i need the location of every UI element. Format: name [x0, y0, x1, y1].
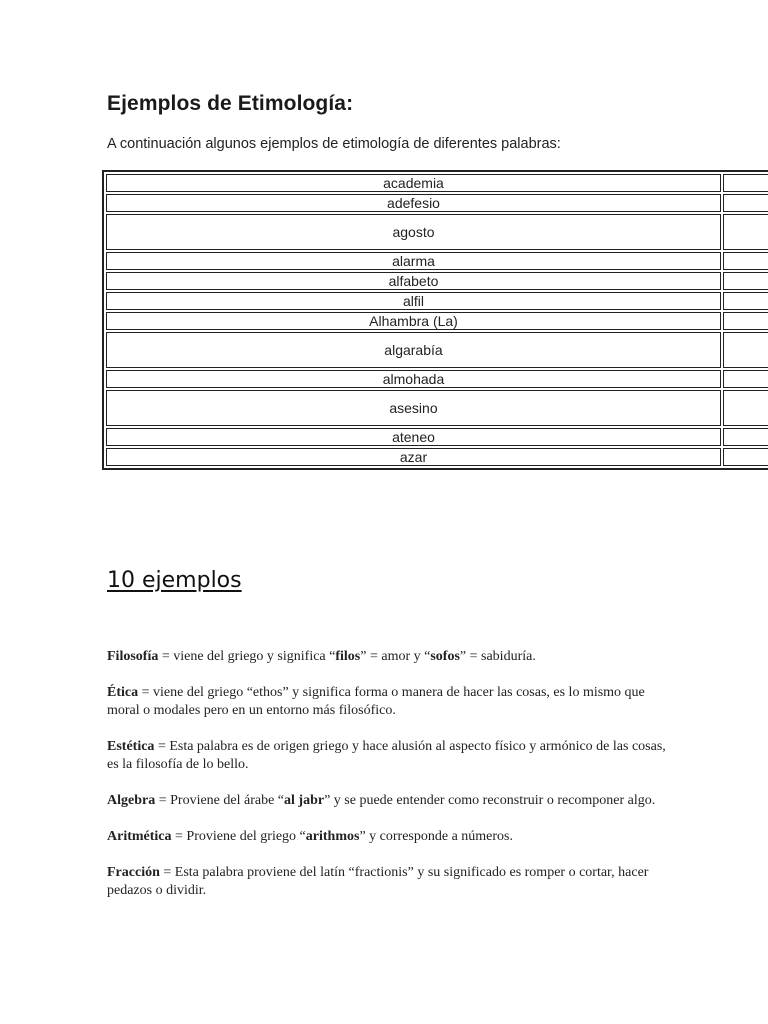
examples-list	[107, 648, 667, 918]
table-row	[106, 390, 768, 426]
example-root-word: filos	[335, 649, 361, 664]
example-text: = viene del griego “ethos” y significa forma o manera de hacer las cosas, es lo mismo que moral o modales pero en un entorno más filosófico.	[107, 685, 645, 718]
example-text: = Esta palabra proviene del latín “fractionis” y su significado es romper o cortar, hacer pedazos o dividir.	[107, 865, 649, 898]
etymology-table-body	[106, 174, 768, 466]
example-text: = viene del griego y significa “	[158, 649, 336, 664]
table-cell-word: academia	[106, 174, 721, 192]
table-cell-word: asesino	[106, 390, 721, 426]
table-cell-meaning	[723, 332, 768, 368]
example-text: ” y corresponde a números.	[359, 829, 514, 844]
example-text: = Proviene del árabe “	[155, 793, 285, 808]
example-text: ” = sabiduría.	[459, 649, 536, 664]
page-title: Ejemplos de Etimología:	[107, 92, 354, 115]
table-cell-word: algarabía	[106, 332, 721, 368]
example-root-word: sofos	[430, 649, 460, 664]
example-text: ” y se puede entender como reconstruir o recomponer algo.	[324, 793, 656, 808]
example-term: Filosofía	[107, 649, 159, 664]
table-cell-meaning	[723, 252, 768, 270]
table-row	[106, 332, 768, 368]
example-paragraph	[107, 864, 667, 900]
table-cell-word: alfabeto	[106, 272, 721, 290]
table-cell-word: adefesio	[106, 194, 721, 212]
table-cell-word: alarma	[106, 252, 721, 270]
table-row	[106, 448, 768, 466]
example-root-word: al jabr	[284, 793, 325, 808]
etymology-table-grid	[104, 172, 768, 468]
example-paragraph	[107, 648, 667, 666]
table-cell-meaning	[723, 214, 768, 250]
table-cell-meaning	[723, 428, 768, 446]
table-cell-meaning	[723, 390, 768, 426]
table-cell-word: ateneo	[106, 428, 721, 446]
etymology-table	[102, 170, 768, 470]
table-cell-word: agosto	[106, 214, 721, 250]
table-row	[106, 214, 768, 250]
table-row	[106, 174, 768, 192]
example-paragraph	[107, 828, 667, 846]
table-cell-word: alfil	[106, 292, 721, 310]
table-cell-meaning	[723, 174, 768, 192]
table-row	[106, 370, 768, 388]
table-cell-meaning	[723, 272, 768, 290]
table-cell-meaning	[723, 292, 768, 310]
example-term: Algebra	[107, 793, 156, 808]
example-term: Aritmética	[107, 829, 172, 844]
table-row	[106, 194, 768, 212]
example-term: Fracción	[107, 865, 160, 880]
table-row	[106, 312, 768, 330]
table-cell-word: Alhambra (La)	[106, 312, 721, 330]
example-root-word: arithmos	[305, 829, 360, 844]
table-cell-meaning	[723, 312, 768, 330]
table-row	[106, 428, 768, 446]
example-term: Estética	[107, 739, 155, 754]
example-text: = Proviene del griego “	[171, 829, 306, 844]
example-paragraph	[107, 738, 667, 774]
example-text: ” = amor y “	[360, 649, 431, 664]
example-paragraph	[107, 792, 667, 810]
table-row	[106, 272, 768, 290]
table-row	[106, 292, 768, 310]
example-text: = Esta palabra es de origen griego y hace alusión al aspecto físico y armónico de las cosas, es la filosofía de lo bello.	[107, 739, 666, 772]
table-row	[106, 252, 768, 270]
example-term: Ética	[107, 685, 139, 700]
table-cell-word: almohada	[106, 370, 721, 388]
example-paragraph	[107, 684, 667, 720]
table-cell-word: azar	[106, 448, 721, 466]
intro-text: A continuación algunos ejemplos de etimología de diferentes palabras:	[107, 136, 561, 152]
table-cell-meaning	[723, 370, 768, 388]
table-cell-meaning	[723, 448, 768, 466]
section-title: 10 ejemplos	[107, 568, 242, 593]
table-cell-meaning	[723, 194, 768, 212]
